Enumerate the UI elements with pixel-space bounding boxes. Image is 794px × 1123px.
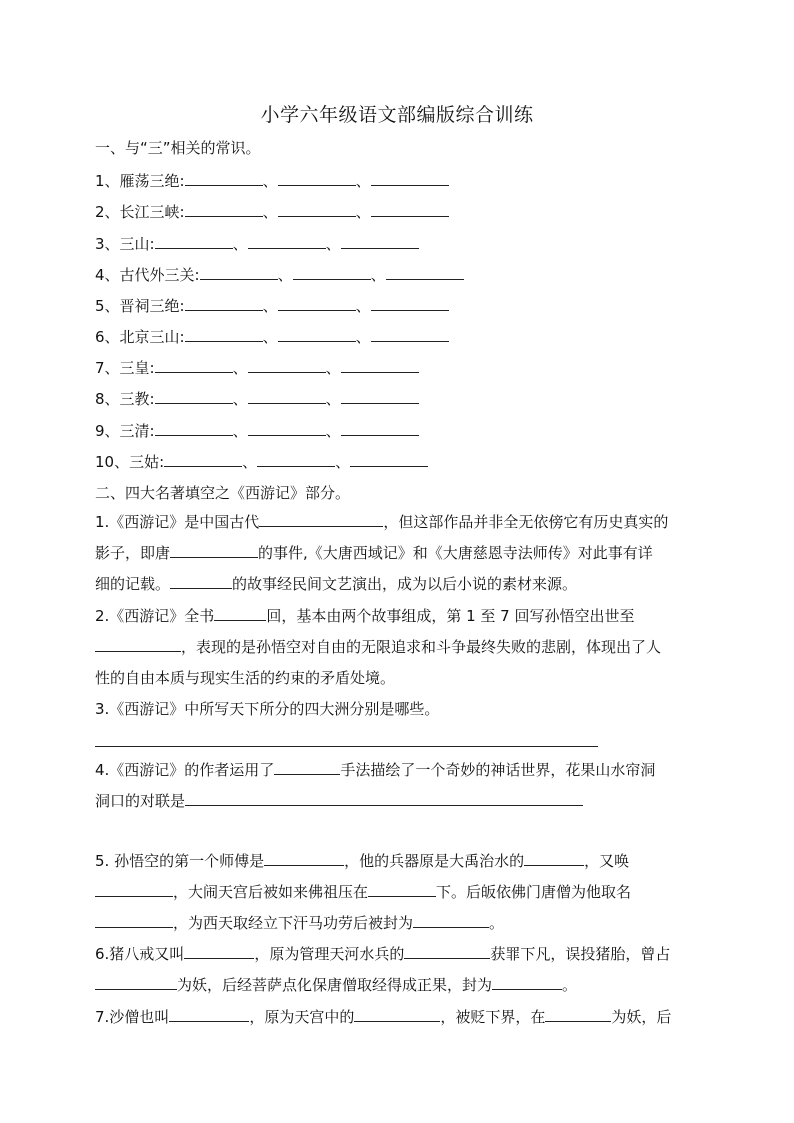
answer-blank[interactable]	[170, 542, 258, 558]
answer-blank[interactable]	[248, 388, 326, 404]
section-2-heading: 二、四大名著填空之《西游记》部分。	[95, 484, 351, 502]
question-text: ，又唤	[584, 852, 630, 870]
answer-blank[interactable]	[524, 850, 584, 866]
list-item	[95, 388, 419, 409]
item-label: 9、三清:	[95, 422, 155, 440]
item-label: 1、雁荡三绝:	[95, 172, 185, 190]
answer-blank[interactable]	[413, 912, 489, 928]
separator: 、	[262, 297, 278, 315]
question-text: 4.《西游记》的作者运用了	[95, 761, 275, 779]
answer-blank[interactable]	[278, 295, 356, 311]
answer-blank[interactable]	[214, 605, 266, 621]
item-label: 7、三皇:	[95, 359, 155, 377]
list-item	[95, 201, 449, 222]
answer-blank[interactable]	[164, 451, 242, 467]
separator: 、	[355, 203, 371, 221]
answer-blank[interactable]	[185, 790, 583, 806]
question-2	[95, 601, 698, 694]
answer-blank[interactable]	[184, 943, 254, 959]
separator: 、	[232, 359, 248, 377]
question-text: 获罪下凡，误投猪胎，曾占	[490, 945, 671, 963]
question-text: ，原为天宫中的	[249, 1008, 355, 1026]
answer-blank[interactable]	[95, 912, 173, 928]
answer-blank[interactable]	[371, 170, 449, 186]
separator: 、	[325, 359, 341, 377]
separator: 、	[277, 266, 293, 284]
answer-blank[interactable]	[169, 1006, 249, 1022]
answer-blank[interactable]	[386, 264, 464, 280]
separator: 、	[262, 172, 278, 190]
list-item	[95, 420, 419, 441]
question-text: ，但这部作品并非全无依傍它有历史真实的	[383, 513, 669, 531]
separator: 、	[355, 328, 371, 346]
answer-blank[interactable]	[341, 233, 419, 249]
question-text: 3.《西游记》中所写天下所分的四大洲分别是哪些。	[95, 700, 440, 718]
question-text: 为妖，后	[611, 1008, 672, 1026]
answer-blank[interactable]	[248, 357, 326, 373]
list-item	[95, 357, 419, 378]
answer-blank[interactable]	[259, 511, 383, 527]
list-item	[95, 295, 449, 316]
answer-blank[interactable]	[95, 974, 177, 990]
answer-blank[interactable]	[368, 881, 436, 897]
question-text: 手法描绘了一个奇妙的神话世界，花果山水帘洞	[340, 761, 656, 779]
question-text: 性的自由本质与现实生活的约束的矛盾处境。	[95, 669, 396, 687]
separator: 、	[262, 203, 278, 221]
section-1-heading: 一、与“三”相关的常识。	[95, 139, 261, 157]
answer-blank[interactable]	[404, 943, 490, 959]
separator: 、	[325, 422, 341, 440]
answer-blank[interactable]	[371, 326, 449, 342]
answer-blank[interactable]	[278, 170, 356, 186]
answer-blank[interactable]	[257, 451, 335, 467]
answer-blank[interactable]	[341, 420, 419, 436]
question-text: 的故事经民间文艺演出，成为以后小说的素材来源。	[232, 575, 578, 593]
separator: 、	[370, 266, 386, 284]
separator: 、	[325, 390, 341, 408]
question-5	[95, 846, 698, 939]
separator: 、	[355, 172, 371, 190]
question-text: 1.《西游记》是中国古代	[95, 513, 260, 531]
question-text: 为妖，后经菩萨点化保唐僧取经得成正果，封为	[177, 976, 493, 994]
separator: 、	[232, 390, 248, 408]
answer-blank[interactable]	[155, 233, 233, 249]
item-label: 4、古代外三关:	[95, 266, 200, 284]
answer-blank[interactable]	[341, 357, 419, 373]
answer-blank[interactable]	[170, 573, 232, 589]
answer-blank[interactable]	[371, 201, 449, 217]
answer-blank[interactable]	[371, 295, 449, 311]
answer-blank[interactable]	[185, 170, 263, 186]
answer-blank[interactable]	[492, 974, 562, 990]
separator: 、	[335, 453, 351, 471]
question-text: 影子，即唐	[95, 544, 171, 562]
item-label: 3、三山:	[95, 235, 155, 253]
question-3	[95, 694, 698, 725]
separator: 、	[242, 453, 258, 471]
answer-blank[interactable]	[354, 1006, 440, 1022]
question-4	[95, 755, 698, 817]
question-text: ，为西天取经立下汗马功劳后被封为	[173, 914, 414, 932]
answer-blank[interactable]	[278, 201, 356, 217]
question-text: 2.《西游记》全书	[95, 607, 215, 625]
answer-blank[interactable]	[185, 201, 263, 217]
question-text: 的事件,《大唐西域记》和《大唐慈恩寺法师传》对此事有详	[258, 544, 653, 562]
question-text: 回，基本由两个故事组成，第 1 至 7 回写孙悟空出世至	[266, 607, 635, 625]
list-item	[95, 326, 449, 347]
question-text: ，他的兵器原是大禹治水的	[344, 852, 525, 870]
question-text: 7.沙僧也叫	[95, 1008, 170, 1026]
answer-blank[interactable]	[95, 636, 181, 652]
answer-blank[interactable]	[185, 295, 263, 311]
question-6	[95, 939, 698, 1001]
question-7	[95, 1002, 698, 1033]
list-item	[95, 451, 428, 472]
answer-blank[interactable]	[95, 881, 173, 897]
answer-blank[interactable]	[278, 326, 356, 342]
item-label: 8、三教:	[95, 390, 155, 408]
list-item	[95, 170, 449, 191]
answer-blank[interactable]	[350, 451, 428, 467]
item-label: 10、三姑:	[95, 453, 165, 471]
question-text: 下。后皈依佛门唐僧为他取名	[436, 883, 632, 901]
question-text: 。	[489, 914, 505, 932]
separator: 、	[325, 235, 341, 253]
page-title: 小学六年级语文部编版综合训练	[260, 104, 534, 126]
list-item	[95, 233, 419, 254]
item-label: 2、长江三峡:	[95, 203, 185, 221]
separator: 、	[262, 328, 278, 346]
answer-blank[interactable]	[293, 264, 371, 280]
separator: 、	[232, 235, 248, 253]
item-label: 5、晋祠三绝:	[95, 297, 185, 315]
answer-blank[interactable]	[155, 388, 233, 404]
answer-blank[interactable]	[155, 420, 233, 436]
question-text: 细的记载。	[95, 575, 171, 593]
question-text: ，大闹天宫后被如来佛祖压在	[173, 883, 369, 901]
question-text: ，原为管理天河水兵的	[254, 945, 405, 963]
answer-line[interactable]	[95, 745, 598, 747]
question-text: 。	[562, 976, 578, 994]
question-1	[95, 507, 698, 600]
answer-blank[interactable]	[185, 326, 263, 342]
answer-blank[interactable]	[545, 1006, 611, 1022]
item-label: 6、北京三山:	[95, 328, 185, 346]
question-text: 5. 孙悟空的第一个师傅是	[95, 852, 265, 870]
answer-blank[interactable]	[274, 759, 340, 775]
answer-blank[interactable]	[155, 357, 233, 373]
question-text: 6.猪八戒又叫	[95, 945, 185, 963]
separator: 、	[355, 297, 371, 315]
answer-blank[interactable]	[248, 420, 326, 436]
question-text: ，表现的是孙悟空对自由的无限追求和斗争最终失败的悲剧，体现出了人	[181, 638, 662, 656]
list-item	[95, 264, 464, 285]
answer-blank[interactable]	[200, 264, 278, 280]
answer-blank[interactable]	[264, 850, 344, 866]
question-text: 洞口的对联是	[95, 792, 186, 810]
answer-blank[interactable]	[248, 233, 326, 249]
answer-blank[interactable]	[341, 388, 419, 404]
question-text: ，被贬下界，在	[440, 1008, 546, 1026]
separator: 、	[232, 422, 248, 440]
